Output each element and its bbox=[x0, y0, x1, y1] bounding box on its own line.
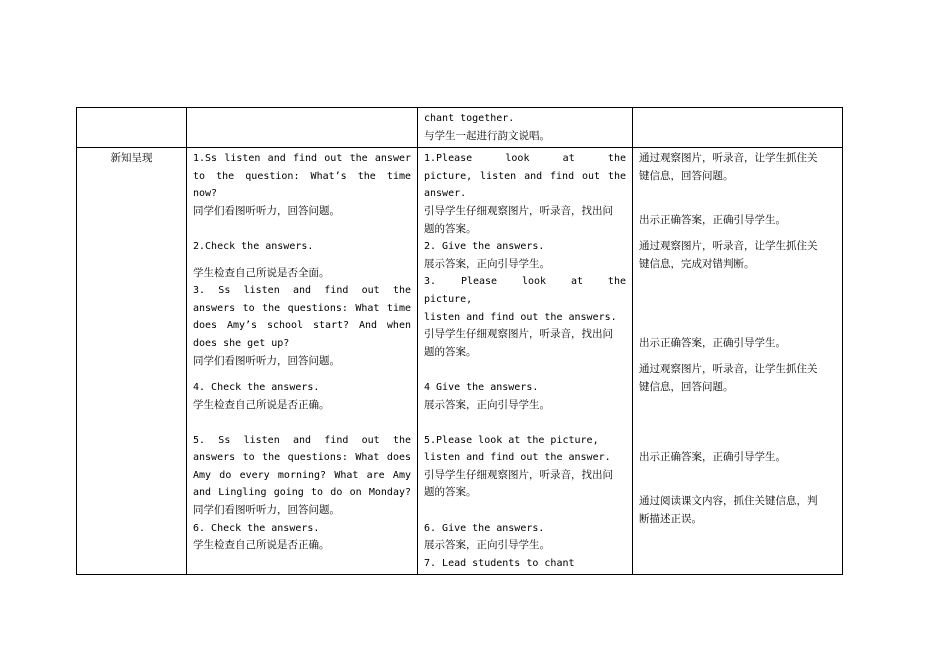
purpose-line: 通过观察图片，听录音，让学生抓住关 bbox=[639, 240, 818, 253]
student-line: 同学们看图听听力，回答问题。 bbox=[193, 204, 340, 217]
teacher-line: 展示答案，正向引导学生。 bbox=[424, 257, 550, 270]
teacher-line: 展示答案，正向引导学生。 bbox=[424, 539, 550, 552]
teacher-line: 题的答案。 bbox=[424, 345, 477, 358]
student-line: 6. Check the answers. bbox=[193, 522, 320, 534]
teacher-line: 题的答案。 bbox=[424, 222, 477, 235]
student-line: 1.Ss listen and find out the answer bbox=[193, 153, 411, 165]
purpose-line: 通过阅读课文内容，抓住关键信息，判 bbox=[639, 495, 818, 508]
teacher-activity-cell bbox=[418, 108, 633, 148]
teacher-line: 引导学生仔细观察图片，听录音，找出问 bbox=[424, 468, 613, 481]
purpose-line: 出示正确答案，正确引导学生。 bbox=[639, 213, 786, 226]
teacher-line: 题的答案。 bbox=[424, 486, 477, 499]
student-line: 4. Check the answers. bbox=[193, 381, 320, 393]
student-line: 3. Ss listen and find out the bbox=[193, 285, 411, 297]
student-line: does Amy’s school start? And when bbox=[193, 320, 411, 332]
student-line: 学生检查自己所说是否全面。 bbox=[193, 266, 330, 279]
student-line: 学生检查自己所说是否正确。 bbox=[193, 398, 330, 411]
student-line: 2.Check the answers. bbox=[193, 241, 314, 253]
student-line: Amy do every morning? What are Amy bbox=[193, 469, 411, 481]
purpose-cell bbox=[633, 108, 843, 148]
teacher-line: 展示答案，正向引导学生。 bbox=[424, 398, 550, 411]
teacher-line: 引导学生仔细观察图片，听录音，找出问 bbox=[424, 328, 613, 341]
purpose-line: 出示正确答案，正确引导学生。 bbox=[639, 451, 786, 464]
teacher-line: 引导学生仔细观察图片，听录音，找出问 bbox=[424, 204, 613, 217]
purpose-line: 键信息，回答问题。 bbox=[639, 169, 734, 182]
student-line: answers to the questions: What does bbox=[193, 452, 411, 464]
teacher-line: picture, listen and find out the bbox=[424, 170, 626, 182]
student-line: 同学们看图听听力，回答问题。 bbox=[193, 354, 340, 367]
table-row bbox=[77, 108, 843, 148]
student-activity-cell bbox=[187, 108, 418, 148]
teacher-line: chant together. bbox=[424, 113, 515, 124]
student-activity-cell bbox=[187, 148, 418, 575]
teacher-line: 2. Give the answers. bbox=[424, 241, 545, 253]
purpose-line: 通过观察图片，听录音，让学生抓住关 bbox=[639, 152, 818, 165]
student-line: does she get up? bbox=[193, 337, 290, 349]
student-line: to the question: What’s the time bbox=[193, 170, 411, 182]
stage-cell: 新知呈现 bbox=[77, 148, 187, 575]
purpose-cell bbox=[633, 148, 843, 575]
student-line: now? bbox=[193, 188, 218, 200]
purpose-line: 键信息，完成对错判断。 bbox=[639, 257, 755, 270]
student-line: 同学们看图听听力，回答问题。 bbox=[193, 504, 340, 517]
lesson-plan-table bbox=[76, 107, 843, 575]
stage-cell bbox=[77, 108, 187, 148]
purpose-line: 通过观察图片，听录音，让学生抓住关 bbox=[639, 363, 818, 376]
table-row bbox=[77, 148, 843, 575]
purpose-line: 键信息，回答问题。 bbox=[639, 380, 734, 393]
student-line: 5. Ss listen and find out the bbox=[193, 434, 411, 446]
teacher-line: 3. Please look at the picture, bbox=[424, 276, 639, 305]
teacher-line: 4 Give the answers. bbox=[424, 381, 539, 393]
teacher-line: 5.Please look at the picture, bbox=[424, 434, 599, 446]
teacher-line: 6. Give the answers. bbox=[424, 522, 545, 534]
student-line: and Lingling going to do on Monday? bbox=[193, 487, 411, 499]
teacher-line: answer. bbox=[424, 188, 467, 200]
teacher-line: 1.Please look at the bbox=[424, 153, 626, 165]
purpose-line: 出示正确答案，正确引导学生。 bbox=[639, 336, 786, 349]
teacher-line: listen and find out the answer. bbox=[424, 452, 611, 464]
purpose-line: 断描述正误。 bbox=[639, 512, 702, 525]
student-line: answers to the questions: What time bbox=[193, 302, 411, 314]
teacher-line: 7. Lead students to chant bbox=[424, 557, 575, 569]
teacher-line: 与学生一起进行韵文说唱。 bbox=[424, 129, 550, 142]
teacher-activity-cell bbox=[418, 148, 639, 575]
teacher-line: listen and find out the answers. bbox=[424, 311, 617, 323]
student-line: 学生检查自己所说是否正确。 bbox=[193, 539, 330, 552]
